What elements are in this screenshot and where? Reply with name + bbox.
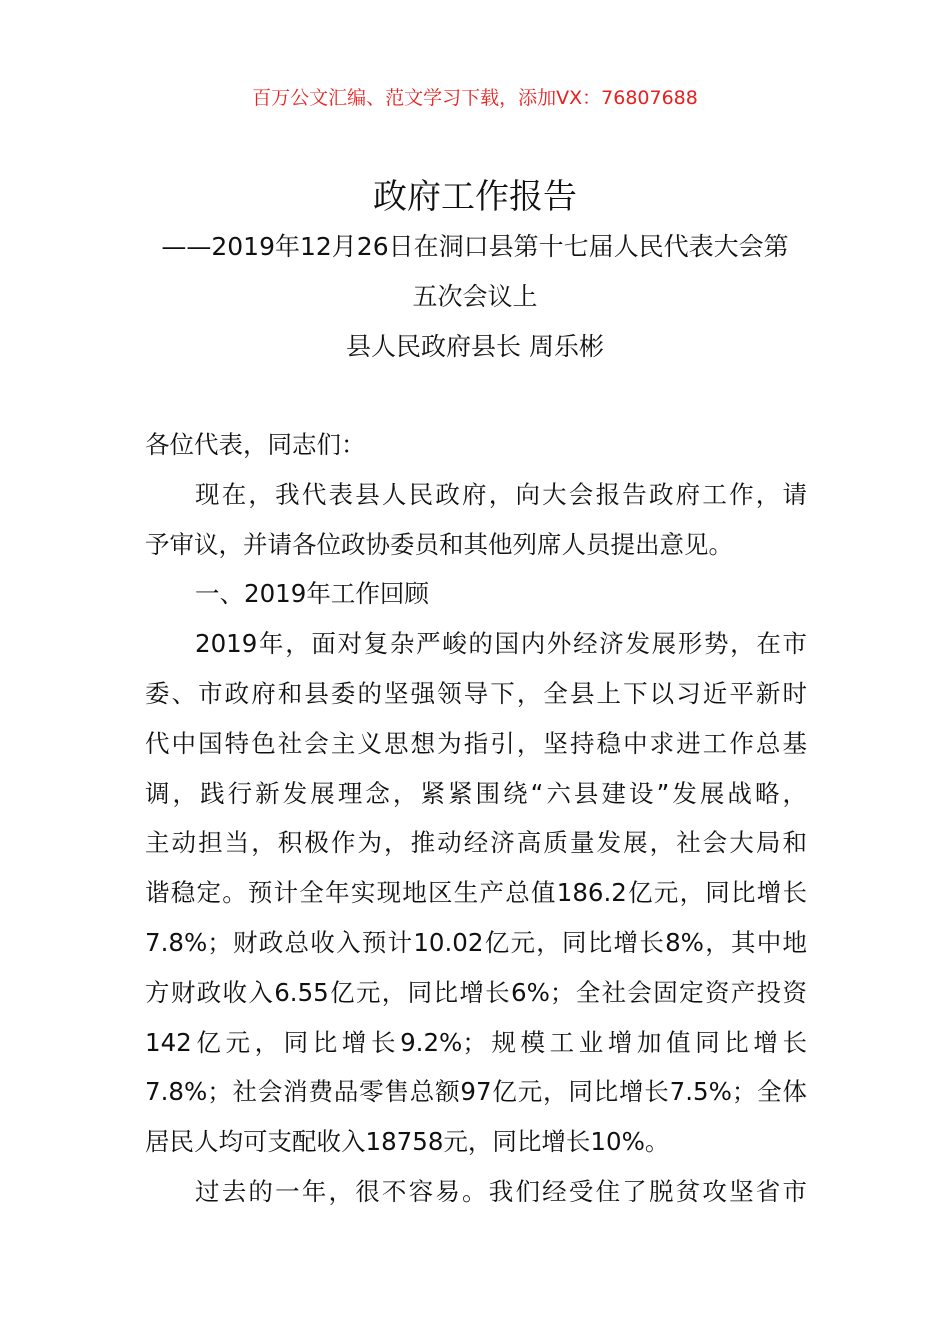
review-line-1: 2019年，面对复杂严峻的国内外经济发展形势，在市 — [195, 629, 807, 659]
download-banner: 百万公文汇编、范文学习下载，添加VX：76807688 — [252, 87, 698, 109]
closing-line: 过去的一年，很不容易。我们经受住了脱贫攻坚省市 — [195, 1176, 807, 1206]
review-line-11: 居民人均可支配收入18758元，同比增长10%。 — [145, 1127, 670, 1157]
subtitle-line-2: 五次会议上 — [412, 282, 538, 311]
document-title: 政府工作报告 — [373, 177, 577, 217]
review-line-7: 7.8%；财政总收入预计10.02亿元，同比增长8%，其中地 — [145, 927, 807, 957]
author-line: 县人民政府县长 周乐彬 — [346, 332, 604, 361]
review-line-4: 调，践行新发展理念，紧紧围绕“六县建设”发展战略， — [145, 778, 807, 808]
review-line-6: 谐稳定。预计全年实现地区生产总值186.2亿元，同比增长 — [145, 878, 807, 908]
salutation: 各位代表，同志们： — [145, 430, 366, 459]
review-line-9: 142亿元，同比增长9.2%；规模工业增加值同比增长 — [145, 1027, 807, 1057]
review-line-5: 主动担当，积极作为，推动经济高质量发展，社会大局和 — [145, 828, 807, 858]
subtitle-line-1: ——2019年12月26日在洞口县第十七届人民代表大会第 — [161, 232, 789, 261]
intro-line-2: 予审议，并请各位政协委员和其他列席人员提出意见。 — [145, 529, 733, 559]
review-line-2: 委、市政府和县委的坚强领导下，全县上下以习近平新时 — [145, 678, 807, 708]
section-heading: 一、2019年工作回顾 — [195, 579, 429, 609]
review-line-8: 方财政收入6.55亿元，同比增长6%；全社会固定资产投资 — [145, 977, 807, 1007]
intro-line-1: 现在，我代表县人民政府，向大会报告政府工作，请 — [195, 479, 807, 509]
review-line-3: 代中国特色社会主义思想为指引，坚持稳中求进工作总基 — [145, 728, 807, 758]
document-body — [145, 420, 807, 1217]
review-line-10: 7.8%；社会消费品零售总额97亿元，同比增长7.5%；全体 — [145, 1077, 807, 1107]
